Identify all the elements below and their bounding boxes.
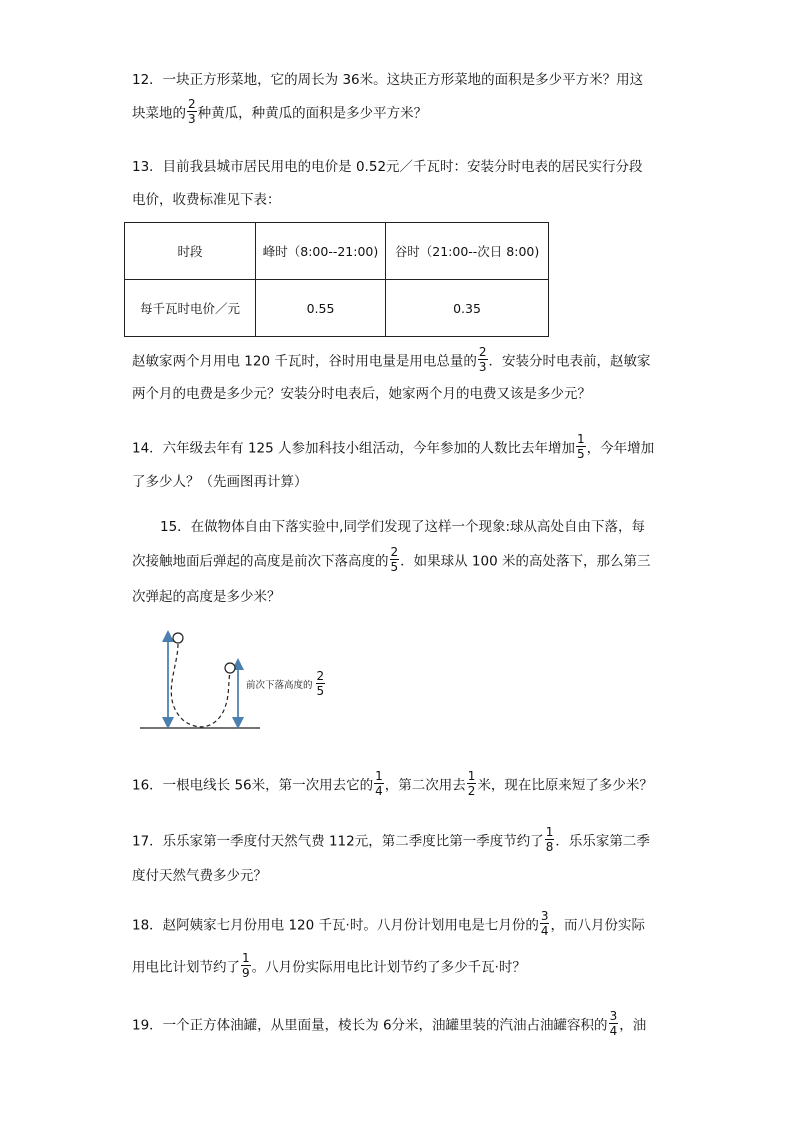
fraction-denominator: 4 bbox=[609, 1024, 618, 1038]
q13-after-line1 bbox=[132, 345, 651, 375]
q17-line1 bbox=[132, 825, 650, 855]
fraction-denominator: 4 bbox=[375, 784, 383, 798]
q18-line2-post: 。八月份实际用电比计划节约了多少千瓦·时？ bbox=[251, 959, 526, 976]
fraction-numerator: 2 bbox=[188, 97, 196, 111]
q14-line2: 了多少人？（先画图再计算） bbox=[132, 474, 308, 490]
fraction-denominator: 4 bbox=[540, 924, 549, 938]
fraction-numerator: 3 bbox=[609, 1009, 618, 1023]
q16-fraction-1 bbox=[374, 770, 384, 797]
q13-after1-post: ．安装分时电表前，赵敏家 bbox=[488, 353, 651, 370]
q18-line1-pre: 18．赵阿姨家七月份用电 120 千瓦·时。八月份计划用电是七月份的 bbox=[132, 917, 539, 934]
diagram-label bbox=[246, 669, 326, 699]
q16-post: 米，现在比原来短了多少米？ bbox=[477, 777, 653, 794]
fraction-denominator: 9 bbox=[242, 966, 250, 980]
q17-fraction bbox=[545, 826, 555, 853]
q12-line1: 12．一块正方形菜地，它的周长为 36米。这块正方形菜地的面积是多少平方米？用这 bbox=[132, 72, 644, 88]
q12-line2-pre: 块菜地的 bbox=[132, 105, 186, 122]
q16-line1 bbox=[132, 769, 653, 799]
q12-line2 bbox=[132, 97, 428, 127]
q12-fraction bbox=[187, 98, 197, 125]
q15-line1: 15．在做物体自由下落实验中,同学们发现了这样一个现象:球从高处自由下落，每 bbox=[160, 519, 646, 535]
q18-fraction-1 bbox=[540, 910, 550, 937]
q14-fraction bbox=[576, 433, 586, 460]
ball-start-icon bbox=[173, 633, 183, 643]
q19-fraction bbox=[609, 1010, 619, 1037]
q13-after-line2: 两个月的电费是多少元？安装分时电表后，她家两个月的电费又该是多少元？ bbox=[132, 386, 591, 402]
q16-mid: ，第二次用去 bbox=[384, 777, 466, 794]
fraction-numerator: 1 bbox=[467, 769, 476, 783]
fraction-numerator: 2 bbox=[316, 669, 325, 683]
q12-line2-post: 种黄瓜，种黄瓜的面积是多少平方米？ bbox=[197, 105, 428, 122]
fraction-denominator: 5 bbox=[577, 447, 585, 461]
q16-pre: 16．一根电线长 56米，第一次用去它的 bbox=[132, 777, 374, 794]
q18-line2 bbox=[132, 951, 526, 981]
q19-line1 bbox=[132, 1009, 647, 1039]
q18-fraction-2 bbox=[241, 952, 251, 979]
fraction-numerator: 2 bbox=[478, 345, 487, 359]
q13-after1-pre: 赵敏家两个月用电 120 千瓦时，谷时用电量是用电总量的 bbox=[132, 353, 477, 370]
fraction-numerator: 1 bbox=[242, 951, 250, 965]
fraction-numerator: 1 bbox=[545, 825, 554, 839]
fraction-denominator: 3 bbox=[478, 360, 487, 374]
q13-line2: 电价，收费标准见下表： bbox=[132, 192, 281, 208]
q14-line1 bbox=[132, 432, 655, 462]
q15-fraction bbox=[390, 546, 400, 573]
diagram-label-text: 前次下落高度的 bbox=[246, 680, 313, 691]
q17-line2: 度付天然气费多少元？ bbox=[132, 868, 267, 884]
q15-line2 bbox=[132, 545, 651, 575]
fraction-numerator: 3 bbox=[540, 909, 549, 923]
q18-line2-pre: 用电比计划节约了 bbox=[132, 959, 240, 976]
ball-trajectory bbox=[171, 644, 230, 727]
q19-line1-post: ，油 bbox=[619, 1017, 647, 1034]
table-header-cell: 时段 bbox=[125, 223, 256, 280]
q18-line1 bbox=[132, 909, 645, 939]
fraction-denominator: 2 bbox=[467, 784, 476, 798]
q17-line1-post: ．乐乐家第二季 bbox=[555, 833, 650, 850]
table-row bbox=[125, 280, 549, 337]
q18-line1-post: ，而八月份实际 bbox=[550, 917, 645, 934]
fraction-denominator: 5 bbox=[316, 684, 325, 698]
q13-line1: 13．目前我县城市居民用电的电价是 0.52元／千瓦时：安装分时电表的居民实行分段 bbox=[132, 159, 643, 175]
table-header-cell: 谷时（21:00--次日 8:00) bbox=[386, 223, 549, 280]
fraction-denominator: 5 bbox=[390, 560, 399, 574]
q13-fraction bbox=[478, 346, 488, 373]
table-cell: 0.35 bbox=[386, 280, 549, 337]
diagram-fraction bbox=[316, 670, 326, 697]
ball-bounce-icon bbox=[225, 663, 235, 673]
electricity-rate-table bbox=[124, 222, 549, 337]
q15-line2-post: ．如果球从 100 米的高处落下，那么第三 bbox=[400, 553, 651, 570]
q17-line1-pre: 17．乐乐家第一季度付天然气费 112元，第二季度比第一季度节约了 bbox=[132, 833, 544, 850]
fraction-numerator: 1 bbox=[375, 769, 383, 783]
q15-line3: 次弹起的高度是多少米？ bbox=[132, 589, 281, 605]
q16-fraction-2 bbox=[467, 770, 477, 797]
q15-line2-pre: 次接触地面后弹起的高度是前次下落高度的 bbox=[132, 553, 389, 570]
q19-line1-pre: 19．一个正方体油罐，从里面量，棱长为 6分米，油罐里装的汽油占油罐容积的 bbox=[132, 1017, 608, 1034]
table-cell: 每千瓦时电价／元 bbox=[125, 280, 256, 337]
fraction-denominator: 8 bbox=[545, 840, 554, 854]
table-cell: 0.55 bbox=[256, 280, 386, 337]
fraction-numerator: 1 bbox=[577, 432, 585, 446]
fraction-numerator: 2 bbox=[390, 545, 399, 559]
q14-line1-post: ，今年增加 bbox=[586, 440, 655, 457]
bouncing-ball-diagram bbox=[138, 628, 348, 738]
table-header-cell: 峰时（8:00--21:00) bbox=[256, 223, 386, 280]
q14-line1-pre: 14．六年级去年有 125 人参加科技小组活动，今年参加的人数比去年增加 bbox=[132, 440, 576, 457]
fraction-denominator: 3 bbox=[188, 112, 196, 126]
table-header-row bbox=[125, 223, 549, 280]
